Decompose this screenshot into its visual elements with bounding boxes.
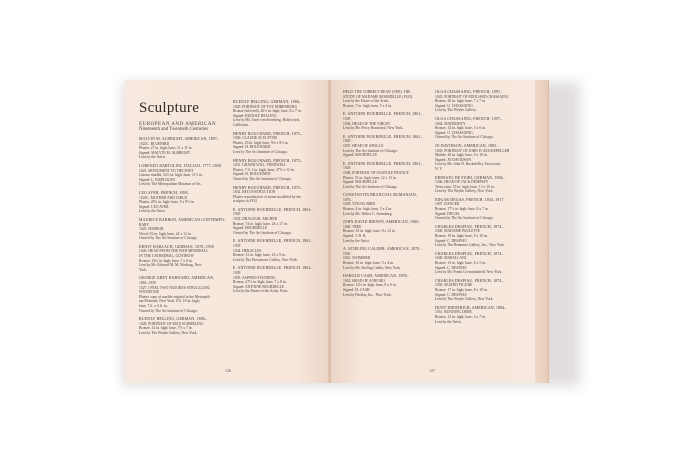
entry-line: Lent by the Estate of the Artist. xyxy=(343,99,390,104)
entry-line: Owned by The Art Institute of Chicago. xyxy=(139,308,198,313)
entry-line: Lent by the Estate of the Artist, Paris. xyxy=(233,289,289,294)
entry-line: Lent by Mr. Walter C. Arensberg. xyxy=(343,211,393,216)
entry-line: 1863–1938 xyxy=(139,281,156,286)
entry-line: 1929 xyxy=(233,212,241,217)
artist-heading: E. ANTOINE BOURDELLE, FRENCH, 1861– xyxy=(233,207,313,212)
entry-line: 1049. MARIA LANI xyxy=(435,256,467,261)
artist-heading: OLGA CHASSAING, FRENCH, 1897– xyxy=(435,90,503,94)
artist-heading: CHARLES DESPIAU, FRENCH, 1874– xyxy=(435,251,504,256)
artist-heading: E. ANTOINE BOURDELLE, FRENCH, 1861– xyxy=(343,161,423,166)
entry-line: Lent by Mr. John D. Rockefeller, Tarrytown, xyxy=(435,162,501,167)
entry-line: Signed: H. BOUCHARD xyxy=(233,145,271,150)
right-page-column-2 xyxy=(435,90,525,328)
artist-heading: HENRY BOUCHARD, FRENCH, 1875– xyxy=(233,185,303,190)
entry-line: STUDY OF MADAME BOURDELLE (1923). xyxy=(343,94,414,99)
right-page xyxy=(331,80,535,383)
entry-line: 1033. DRAGOUR, ARCHER xyxy=(233,217,278,222)
artist-heading: CONSTANTIN BRANCUSI, RUMANIAN, xyxy=(343,193,418,198)
entry-line: Owned by The Art Institute of Chicago. xyxy=(233,176,292,181)
entry-line: Lent by The Weyhe Gallery, New York. xyxy=(435,297,494,302)
entry-line: 1929 xyxy=(233,244,241,249)
entry-line: Bronze, 33 in. high; base, 8 x 12 in. xyxy=(343,229,396,234)
entry-line: Lent by The Art Institute of Chicago. xyxy=(343,148,398,153)
entry-line: 1035. SAPPHO STANDING xyxy=(233,275,276,280)
entry-line: Lent by The Art Institute of Chicago. xyxy=(233,149,288,154)
page-number-left: 126 xyxy=(225,368,231,373)
entry-line: Bronze, 12 in. high; base, 4 x 7 in. xyxy=(435,314,486,319)
entry-line: 1041. SWIMMER xyxy=(343,256,371,261)
entry-line: Lent by Mr. Josef von Sternberg, Hollywood, xyxy=(233,118,301,123)
entry-line: HELD. THE CORRECT HEAD (1909). THE xyxy=(343,90,411,94)
catalogue-entry xyxy=(343,162,431,190)
entry-line: Signed: JO DAVIDSON xyxy=(435,157,471,162)
catalogue-entry xyxy=(343,193,431,216)
entry-line: Bronze, 7 in. high; base, 5 x 4 in. xyxy=(343,103,392,108)
entry-line: 1042. HEAD OF A NEGRO xyxy=(343,278,385,283)
artist-heading: A. STIRLING CALDER, AMERICAN, 1870– xyxy=(343,247,422,252)
entry-line: Bronze, 14 in. high; base, 5 x 6 in. xyxy=(435,126,486,131)
entry-line: Lent by The Brummer Gallery, Inc., New York. xyxy=(435,243,505,248)
entry-line: Marble, 20 in. high; base, 9 x 10 in. xyxy=(435,153,488,158)
entry-line: Plaster, 31 in. high; base, 12 x 12 in. xyxy=(343,175,397,180)
artist-heading: JOHN DAVID BROWN, AMERICAN, 1900– xyxy=(343,220,421,225)
entry-line: Bronze, 27½ in. high; base, 7 x 8 in. xyxy=(233,280,287,285)
entry-line: 1039. YOUNG BIRD xyxy=(343,202,376,207)
catalogue-entry xyxy=(233,208,323,236)
catalogue-entry xyxy=(343,90,431,108)
entry-line: Bronze, 16 in. high; base, 5 x 4 in. xyxy=(343,261,394,265)
catalogue-entry xyxy=(343,220,431,243)
artist-heading: JO DAVIDSON, AMERICAN, 1883– xyxy=(435,143,499,148)
entry-line: Wood, 92 in. high; base, 24 x 12 in. xyxy=(139,231,192,236)
entry-line: Lent by Findlay, Inc., New York. xyxy=(343,292,392,297)
entry-line: Bronze, 74 in. high; base, 24 x 17 in. xyxy=(233,221,288,226)
entry-line: 1051. RUNNING DEER xyxy=(435,310,472,315)
entry-line: 1025. HARBOR xyxy=(139,227,164,232)
artist-heading: RUDOLF BELLING, GERMAN, 1886– xyxy=(233,100,302,104)
entry-line: Signed: O. CHASSAING xyxy=(435,103,473,108)
artist-heading: RUDOLF BELLING, GERMAN, 1886– xyxy=(139,317,208,322)
entry-line: IN THE CATHEDRAL, GÜSTROW xyxy=(139,254,194,259)
entry-line: Lent by the Artist. xyxy=(343,238,370,243)
page-title: Sculpture xyxy=(139,100,200,116)
entry-line: Bronze, 19 in. high; base, 9 x 10 in. xyxy=(435,234,488,239)
artist-heading: LORENZO BARTOLINI, ITALIAN, 1777–1850 xyxy=(139,163,222,168)
entry-line: 1048. MADAME PAULETTE xyxy=(435,229,481,234)
left-page-column-2 xyxy=(233,100,323,298)
entry-line: Signed: ANTOINE BOURDELLE xyxy=(233,284,285,289)
entry-line: Signed: BOURDELLE xyxy=(343,153,378,158)
entry-line: Plaster, 7 ft. 1 in. high; base, 37½ x 12 in. xyxy=(233,167,295,172)
entry-line: Terra cotta, 19 in. high; base, 13 x 10 in. xyxy=(435,184,495,189)
catalogue-entry xyxy=(343,274,431,297)
entry-line: 1032. RECONSTRUCTION xyxy=(233,190,276,195)
artist-heading: CHARLES DESPIAU, FRENCH, 1874– xyxy=(435,224,504,229)
catalogue-entry xyxy=(139,245,229,273)
entry-line: Owned by The Art Institute of Chicago. xyxy=(139,236,198,241)
entry-line: Bronze, 17 in. high; base, 8 x 10 in. xyxy=(435,287,488,292)
entry-line: Signed: J. D. B. xyxy=(343,234,367,239)
entry-line: 1038. PORTRAIT OF ANATOLE FRANCE xyxy=(343,170,409,175)
entry-line: Lent by The Weyhe Gallery, New York. xyxy=(435,189,494,194)
artist-heading: ERNST BARLACH, GERMAN, 1870–1938 xyxy=(139,244,214,249)
section-heading: EUROPEAN AND AMERICAN xyxy=(139,121,216,127)
entry-line: Signed: H. CASH xyxy=(343,287,370,292)
entry-line: Plaster, 27 in. high; base, 11 x 11 in. xyxy=(139,146,193,151)
left-page-column-1 xyxy=(139,137,229,340)
entry-line: Plaster copy of marble original in the Metropoli- xyxy=(139,294,211,299)
catalogue-entry xyxy=(139,276,229,313)
entry-line: Lent by Mr. Frank Crowninshield, New York. xyxy=(435,270,503,275)
catalogue-entry xyxy=(435,117,525,140)
catalogue-entry xyxy=(435,176,525,194)
page-number-right: 127 xyxy=(429,368,435,373)
entry-line: York. xyxy=(139,267,148,272)
entry-line: Plaster, 23 in. high; base, 9¼ x 9½ in. xyxy=(233,140,289,145)
artist-heading: E. ANTOINE BOURDELLE, FRENCH, 1861– xyxy=(343,112,423,117)
catalogue-entry xyxy=(435,198,525,221)
entry-line: Bronze, 14 in. high; base, 7½ x 7 in. xyxy=(139,326,193,331)
entry-line: 1026. HEAD FROM THE WAR MEMORIAL xyxy=(139,249,208,254)
artist-heading: ERNESTO DE FIORI, GERMAN, 1884– xyxy=(435,175,505,180)
catalogue-entry xyxy=(343,247,431,270)
entry-line: Bronze (silvered), 20½ in. high; base, 8 x 7 in. xyxy=(233,109,302,114)
entry-line: Signed: C. DESPIAU xyxy=(435,238,468,243)
catalogue-entry xyxy=(435,225,525,248)
entry-line: 1044. MATERNITY xyxy=(435,121,466,126)
entry-line: Signed: O. CHASSAING xyxy=(435,130,473,135)
entry-line: Signed: C. DESPIAU xyxy=(435,265,468,270)
entry-line: 1034. HERACLES xyxy=(233,248,262,253)
entry-line: Bronze, 31 in. high; base, 12 x 9 in. xyxy=(233,253,286,258)
catalogue-entry xyxy=(435,306,525,324)
section-subheading: Nineteenth and Twentieth Centuries xyxy=(139,127,208,132)
catalogue-entry xyxy=(139,191,229,214)
entry-line: base, 7 ft. x 4 ft. in. xyxy=(139,304,168,308)
catalogue-entry xyxy=(233,266,323,294)
entry-line: California. xyxy=(233,122,249,127)
entry-line: Bronze, 13¾ in. high; base, 7 x 8 in. xyxy=(139,258,193,263)
entry-line: Bronze, 20 in. high; base, 7 x 7 in. xyxy=(435,99,486,104)
entry-line: Owned by The Art Institute of Chicago. xyxy=(435,216,494,221)
entry-line: N. Y. xyxy=(435,166,443,171)
catalogue-entry xyxy=(139,137,229,160)
entry-line: tan Museum, New York. 8 ft. 10 in. high; xyxy=(139,299,200,304)
entry-line: Signed: DEGAS xyxy=(435,211,460,216)
entry-line: 1022C. BLUEBIRD xyxy=(139,141,170,146)
left-page xyxy=(125,80,329,383)
entry-line: Bronze, 12½ in. high; base, 8 x 6 in. xyxy=(343,283,397,288)
entry-line: Plaster, 20½ in. high; base, 9 x 9½ in. xyxy=(139,200,195,205)
artist-heading: E. ANTOINE BOURDELLE, FRENCH, 1861– xyxy=(233,266,313,271)
entry-line: 1029. PORTRAIT OF TOY EHRENBURG xyxy=(233,104,298,109)
artist-heading: GEORGE GREY BARNARD, AMERICAN, xyxy=(139,276,215,281)
entry-line: Lent by Mr. Stirling Calder, New York. xyxy=(343,265,401,270)
entry-line: 1876– xyxy=(343,197,353,202)
entry-line: Owned by The Art Institute of Chicago. xyxy=(233,230,292,235)
entry-line: 1045. PORTRAIT OF JOHN D. ROCKEFELLER xyxy=(435,148,510,153)
entry-line: 1050. SEATED FIGURE xyxy=(435,283,473,288)
catalogue-entry xyxy=(139,164,229,187)
entry-line: Lent by The Metropolitan Museum of Art. xyxy=(139,182,202,187)
artist-heading: E. ANTOINE BOURDELLE, FRENCH, 1861– xyxy=(233,239,313,244)
catalogue-entry xyxy=(435,144,525,172)
catalogue-entry xyxy=(435,279,525,302)
entry-line: Lent by the Artist. xyxy=(435,319,462,324)
entry-line: 1037. HEAD OF APOLLO xyxy=(343,143,384,148)
entry-line: 1043. PORTRAIT OF EDOUARD CHASSAING xyxy=(435,94,509,99)
entry-line: Signed: LEO AVER xyxy=(139,204,169,209)
entry-line: 1023. MONUMENT TO THE POET xyxy=(139,168,194,173)
catalogue-entry xyxy=(343,112,431,130)
entry-line: Plaster reproduction of statue modelled by the xyxy=(233,194,301,199)
entry-line: Lent by The Weyhe Gallery. xyxy=(435,108,477,113)
artist-heading: MALVIN M. ALBRIGHT, AMERICAN, 1897– xyxy=(139,137,220,141)
artist-heading: CHARLES DESPIAU, FRENCH, 1874– xyxy=(435,278,504,283)
entry-line: 1027. I FEEL TWO NATURES STRUGGLING xyxy=(139,285,211,290)
entry-line: WITHIN ME xyxy=(139,290,159,295)
open-booklet xyxy=(125,80,535,383)
entry-line: 1036. HEAD OF THE VIRGIN xyxy=(343,121,390,126)
right-page-column-1 xyxy=(343,90,431,301)
entry-line: Bronze, 4 in. high; base, 5 x 4 in. xyxy=(343,207,392,212)
entry-line: Bronze, 17½ in. high; base, 8 x 7 in. xyxy=(435,207,489,212)
artist-heading: HAROLD CASH, AMERICAN, 1895– xyxy=(343,274,409,279)
entry-line: Lent by Mr. Percy Bransford, New York. xyxy=(343,126,404,131)
entry-line: RARY xyxy=(139,222,150,227)
entry-line: Signed: MALVIN M. ALBRIGHT xyxy=(139,150,191,155)
artist-heading: MAURICE BARRON, AMERICAN CONTEMPO- xyxy=(139,217,226,222)
entry-line: Lent by the Artist. xyxy=(139,209,166,214)
entry-line: 1028. PORTRAIT OF MAX SCHMELING xyxy=(139,321,204,326)
entry-line: Signed: L. BARTOLINI xyxy=(139,177,175,182)
entry-line: Lent by The Art Institute of Chicago. xyxy=(343,184,398,189)
entry-line: sculptor in 1932 xyxy=(233,199,257,204)
catalogue-entry xyxy=(139,317,229,335)
artist-heading: E. ANTOINE BOURDELLE, FRENCH, 1861– xyxy=(343,134,423,139)
catalogue-entry xyxy=(233,100,323,128)
catalogue-entry xyxy=(233,132,323,155)
entry-line: 1929 xyxy=(343,116,351,121)
entry-line: 1929 xyxy=(233,271,241,275)
artist-heading: HENRY BOUCHARD, FRENCH, 1875– xyxy=(233,158,303,163)
entry-line: 1047. DANCER xyxy=(435,202,460,207)
catalogue-entry xyxy=(343,135,431,158)
entry-line: Carrara marble, 32½ in. high; base, 11½ in. xyxy=(139,173,204,178)
catalogue-entry xyxy=(233,186,323,204)
entry-line: Bronze, 13 in. high; base, 6 x 5 in. xyxy=(435,261,486,265)
entry-line: 1046. HEAD OF JACK DEMPSEY xyxy=(435,180,489,185)
catalogue-entry xyxy=(139,218,229,241)
entry-line: 1945 xyxy=(343,251,351,256)
entry-line: Signed: C. DESPIAU xyxy=(435,292,468,297)
artist-heading: LEO AVER, FRENCH, 1890– xyxy=(139,190,190,195)
entry-line: 1024C. MOTHER AND CHILD xyxy=(139,195,188,200)
artist-heading: HENRY BOUCHARD, FRENCH, 1875– xyxy=(233,131,303,136)
entry-line: Lent by Mr. Edward M. M. Warburg, New xyxy=(139,263,202,268)
artist-heading: HUNT DIEDERICH, AMERICAN, 1884– xyxy=(435,305,507,310)
catalogue-entry xyxy=(233,239,323,262)
entry-line: 1031. GRAND WILL-TREDWELL xyxy=(233,163,287,168)
entry-line: Signed: RUDOLF BELLING xyxy=(233,113,277,118)
entry-line: 1040. TREE xyxy=(343,224,362,229)
entry-line: Lent by The Downtown Gallery, New York. xyxy=(233,257,298,262)
artist-heading: EDGAR DEGAS, FRENCH, 1834–1917 xyxy=(435,197,504,202)
entry-line: Owned by The Art Institute of Chicago. xyxy=(435,135,494,140)
entry-line: Signed: BOURDELLE xyxy=(233,226,268,231)
catalogue-entry xyxy=(435,90,525,113)
entry-line: Lent by the Artist. xyxy=(139,155,166,160)
entry-line: Signed: H. BOUCHARD xyxy=(233,172,271,177)
entry-line: Lent by The Weyhe Gallery, New York. xyxy=(139,330,198,335)
entry-line: 1030. CLAUDE SCULPTOR xyxy=(233,136,277,141)
artist-heading: OLGA CHASSAING, FRENCH, 1897– xyxy=(435,116,503,121)
entry-line: 1929 xyxy=(343,166,351,171)
entry-line: 1929 xyxy=(343,139,351,144)
entry-line: Signed: BOURDELLE xyxy=(343,180,378,185)
catalogue-entry xyxy=(233,159,323,182)
catalogue-entry xyxy=(435,252,525,275)
